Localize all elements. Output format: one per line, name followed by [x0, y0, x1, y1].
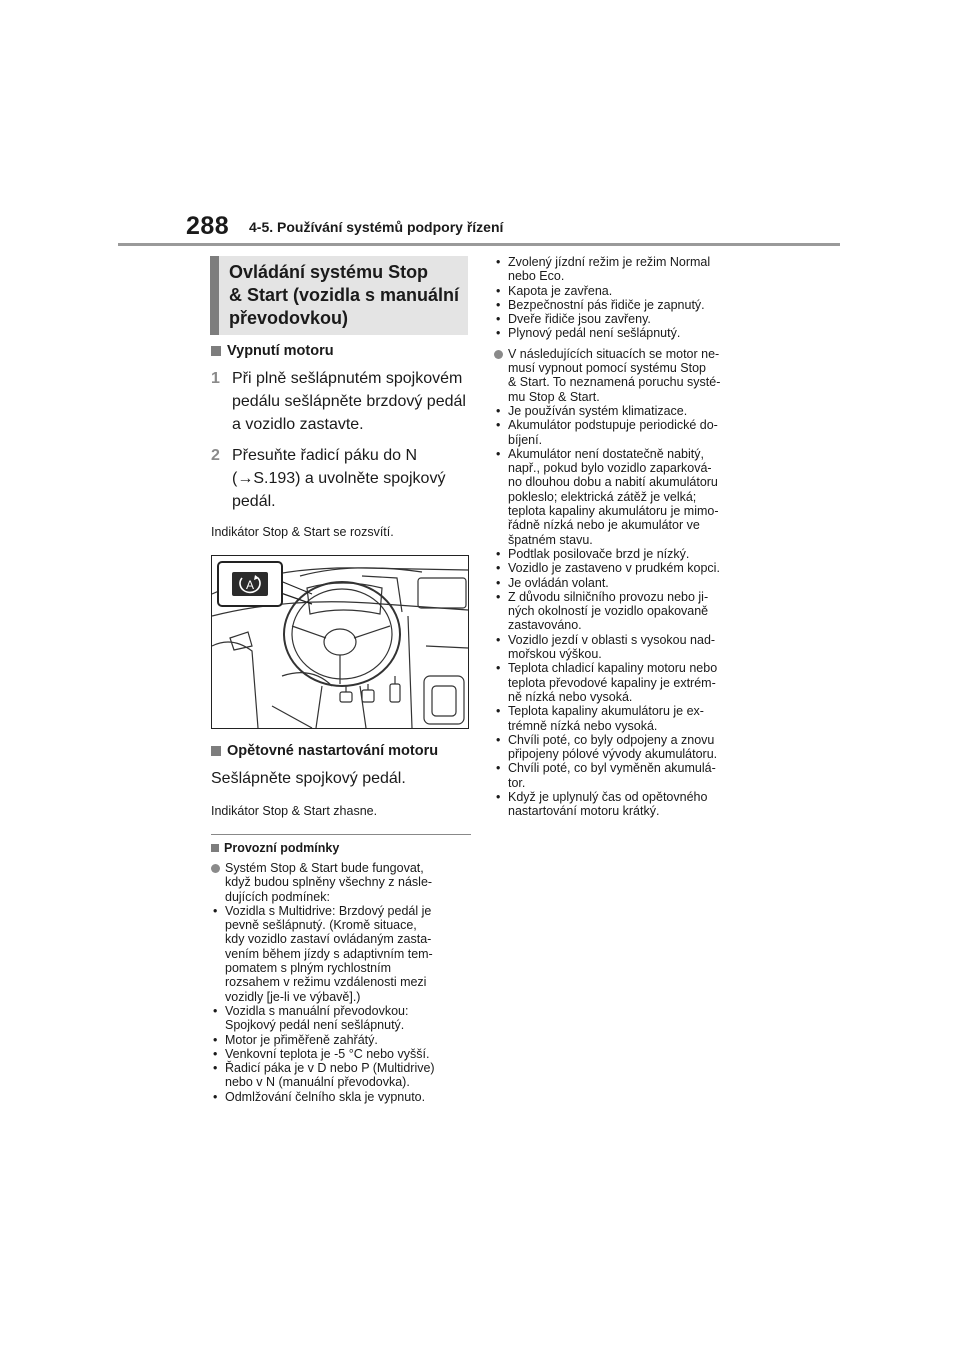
step-text [232, 444, 445, 513]
right-column [494, 255, 764, 819]
list-item [494, 298, 764, 312]
text-line: pomatem s plným rychlostním [225, 961, 392, 976]
text-line: • Teplota kapaliny akumulátoru je ex- [508, 704, 704, 719]
text-line: • Motor je přiměřeně zahřátý. [225, 1032, 378, 1047]
list-item [494, 704, 764, 733]
text-line: musí vypnout pomocí systému Stop [508, 361, 707, 376]
circle-bullet-icon [494, 350, 503, 359]
step-line: pedál. [232, 493, 276, 510]
engine-restart-caption: Indikátor Stop & Start zhasne. [211, 804, 378, 818]
list-item [494, 404, 764, 418]
section-title-line: Ovládání systému Stop [229, 262, 429, 282]
list-item [494, 733, 764, 762]
text-line: • Z důvodu silničního provozu nebo ji- [508, 589, 709, 604]
text-line: • Odmlžování čelního skla je vypnuto. [225, 1089, 426, 1104]
list-item [494, 790, 764, 819]
engine-restart-body: Sešlápněte spojkový pedál. [211, 770, 406, 787]
text-line: vozidly [je-li ve výbavě].) [225, 989, 361, 1004]
conditions-heading-text: Provozní podmínky [224, 841, 340, 855]
square-bullet-icon [211, 346, 221, 356]
conditions-list-continued [494, 255, 764, 341]
engine-off-heading [211, 343, 471, 359]
list-item [494, 633, 764, 662]
conditions-list [211, 904, 471, 1104]
list-item [494, 418, 764, 447]
engine-restart-heading-text: Opětovné nastartování motoru [227, 743, 439, 759]
text-line: • Teplota chladicí kapaliny motoru nebo [508, 661, 718, 676]
list-item [211, 904, 471, 1004]
text-line: řádně nízká nebo je akumulátor ve [508, 518, 700, 533]
text-line: když budou splněny všechny z násle- [225, 875, 433, 890]
conditions-intro [211, 861, 471, 904]
list-item [494, 661, 764, 704]
list-item [494, 590, 764, 633]
list-item [494, 447, 764, 547]
text-line: • Bezpečnostní pás řidiče je zapnutý. [508, 297, 705, 312]
square-bullet-icon [211, 746, 221, 756]
step-line: Při plně sešlápnutém spojkovém [232, 370, 463, 387]
text-line: • Vozidla s Multidrive: Brzdový pedál je [225, 903, 432, 918]
text-line: pevně sešlápnutý. (Kromě situace, [225, 918, 417, 933]
text-line: • Vozidlo je zastaveno v prudkém kopci. [508, 561, 720, 576]
list-item [494, 255, 764, 284]
text-line: & Start. To neznamená poruchu systé- [508, 375, 721, 390]
text-line: • Kapota je zavřena. [508, 283, 613, 298]
text-line: nebo Eco. [508, 269, 565, 284]
text-line: • Vozidlo jezdí v oblasti s vysokou nad- [508, 632, 716, 647]
text-line: např., pokud bylo vozidlo zaparková- [508, 461, 712, 476]
text-line: • Akumulátor není dostatečně nabitý, [508, 446, 704, 461]
list-item [211, 1061, 471, 1090]
list-item [211, 1090, 471, 1104]
text-line: nastartování motoru krátký. [508, 804, 660, 819]
section-title [229, 261, 459, 330]
text-line: • Chvíli poté, co byl vyměněn akumulá- [508, 761, 716, 776]
step-number: 1 [211, 370, 220, 387]
section-heading-box [210, 256, 468, 335]
engine-restart-heading [211, 743, 471, 759]
text-line: no dlouhou dobu a nabití akumulátoru [508, 475, 718, 490]
list-item [494, 326, 764, 340]
text-line: • Řadicí páka je v D nebo P (Multidrive) [225, 1061, 435, 1076]
text-line: mu Stop & Start. [508, 389, 600, 404]
list-item [211, 1004, 471, 1033]
text-line: tor. [508, 775, 526, 790]
text-line: kdy vozidlo zastaví ovládaným zasta- [225, 932, 432, 947]
engine-off-caption: Indikátor Stop & Start se rozsvítí. [211, 525, 394, 539]
text-line: dujících podmínek: [225, 889, 330, 904]
list-item [494, 576, 764, 590]
text-line: ných okolností je vozidlo opakovaně [508, 604, 709, 619]
chapter-title: 4-5. Používání systémů podpory řízení [249, 219, 504, 235]
square-bullet-icon [211, 844, 219, 852]
text-line: • Je používán systém klimatizace. [508, 403, 688, 418]
text-line: • Venkovní teplota je -5 °C nebo vyšší. [225, 1046, 430, 1061]
step-line: Přesuňte řadicí páku do N [232, 447, 417, 464]
dashboard-drawing [212, 556, 468, 728]
engine-off-heading-text: Vypnutí motoru [227, 343, 334, 359]
text-line: • Akumulátor podstupuje periodické do- [508, 418, 718, 433]
circle-bullet-icon [211, 864, 220, 873]
list-item [494, 547, 764, 561]
step-1 [211, 367, 471, 436]
divider [211, 834, 471, 835]
section-title-line: & Start (vozidla s manuální [229, 285, 460, 305]
list-item [211, 1033, 471, 1047]
left-column [211, 343, 471, 1104]
section-heading-bar [210, 256, 219, 335]
step-line: a vozidlo zastavte. [232, 416, 364, 433]
step-line: (→S.193) a uvolněte spojkový [232, 470, 446, 487]
step-line: pedálu sešlápněte brzdový pedál [232, 393, 466, 410]
text-line: V následujících situacích se motor ne- [508, 346, 720, 361]
dashboard-illustration [211, 555, 469, 729]
text-line: pokleslo; elektrická zátěž je velká; [508, 489, 697, 504]
text-line: ně nízká nebo vysoká. [508, 689, 633, 704]
text-line: • Plynový pedál není sešlápnutý. [508, 326, 681, 341]
text-line: bíjení. [508, 432, 543, 447]
exceptions-intro [494, 347, 764, 404]
text-line: • Chvíli poté, co byly odpojeny a znovu [508, 732, 715, 747]
list-item [494, 561, 764, 575]
text-line: • Dveře řidiče jsou zavřeny. [508, 312, 651, 327]
indicator-symbol: A [245, 578, 255, 592]
text-line: Systém Stop & Start bude fungovat, [225, 861, 424, 875]
list-item [211, 1047, 471, 1061]
text-line: • Vozidla s manuální převodovkou: [225, 1003, 409, 1018]
page-number: 288 [186, 212, 230, 240]
text-line: připojeny pólové vývody akumulátoru. [508, 747, 718, 762]
text-line: trémně nízká nebo vysoká. [508, 718, 658, 733]
list-item [494, 312, 764, 326]
list-item [494, 284, 764, 298]
text-line: vením během jízdy s adaptivním tem- [225, 946, 433, 961]
text-line: teplota převodové kapaliny je extrém- [508, 675, 716, 690]
text-line: • Zvolený jízdní režim je režim Normal [508, 255, 711, 269]
text-line: • Podtlak posilovače brzd je nízký. [508, 546, 690, 561]
list-item [494, 761, 764, 790]
text-line: špatném stavu. [508, 532, 593, 547]
text-line: rozsahem v režimu vzdálenosti mezi [225, 975, 427, 990]
step-2 [211, 444, 471, 513]
section-title-line: převodovkou) [229, 308, 349, 328]
text-line: zastavováno. [508, 618, 582, 633]
step-number: 2 [211, 447, 220, 464]
text-line: Spojkový pedál není sešlápnutý. [225, 1018, 405, 1033]
conditions-heading [211, 841, 471, 855]
text-line: nebo v N (manuální převodovka). [225, 1075, 410, 1090]
text-line: mořskou výškou. [508, 647, 602, 662]
header-rule [118, 243, 840, 246]
text-line: • Když je uplynulý čas od opětovného [508, 789, 708, 804]
step-text [232, 367, 466, 436]
text-line: teplota kapaliny akumulátoru je mimo- [508, 504, 719, 519]
exceptions-list [494, 404, 764, 819]
text-line: • Je ovládán volant. [508, 575, 609, 590]
